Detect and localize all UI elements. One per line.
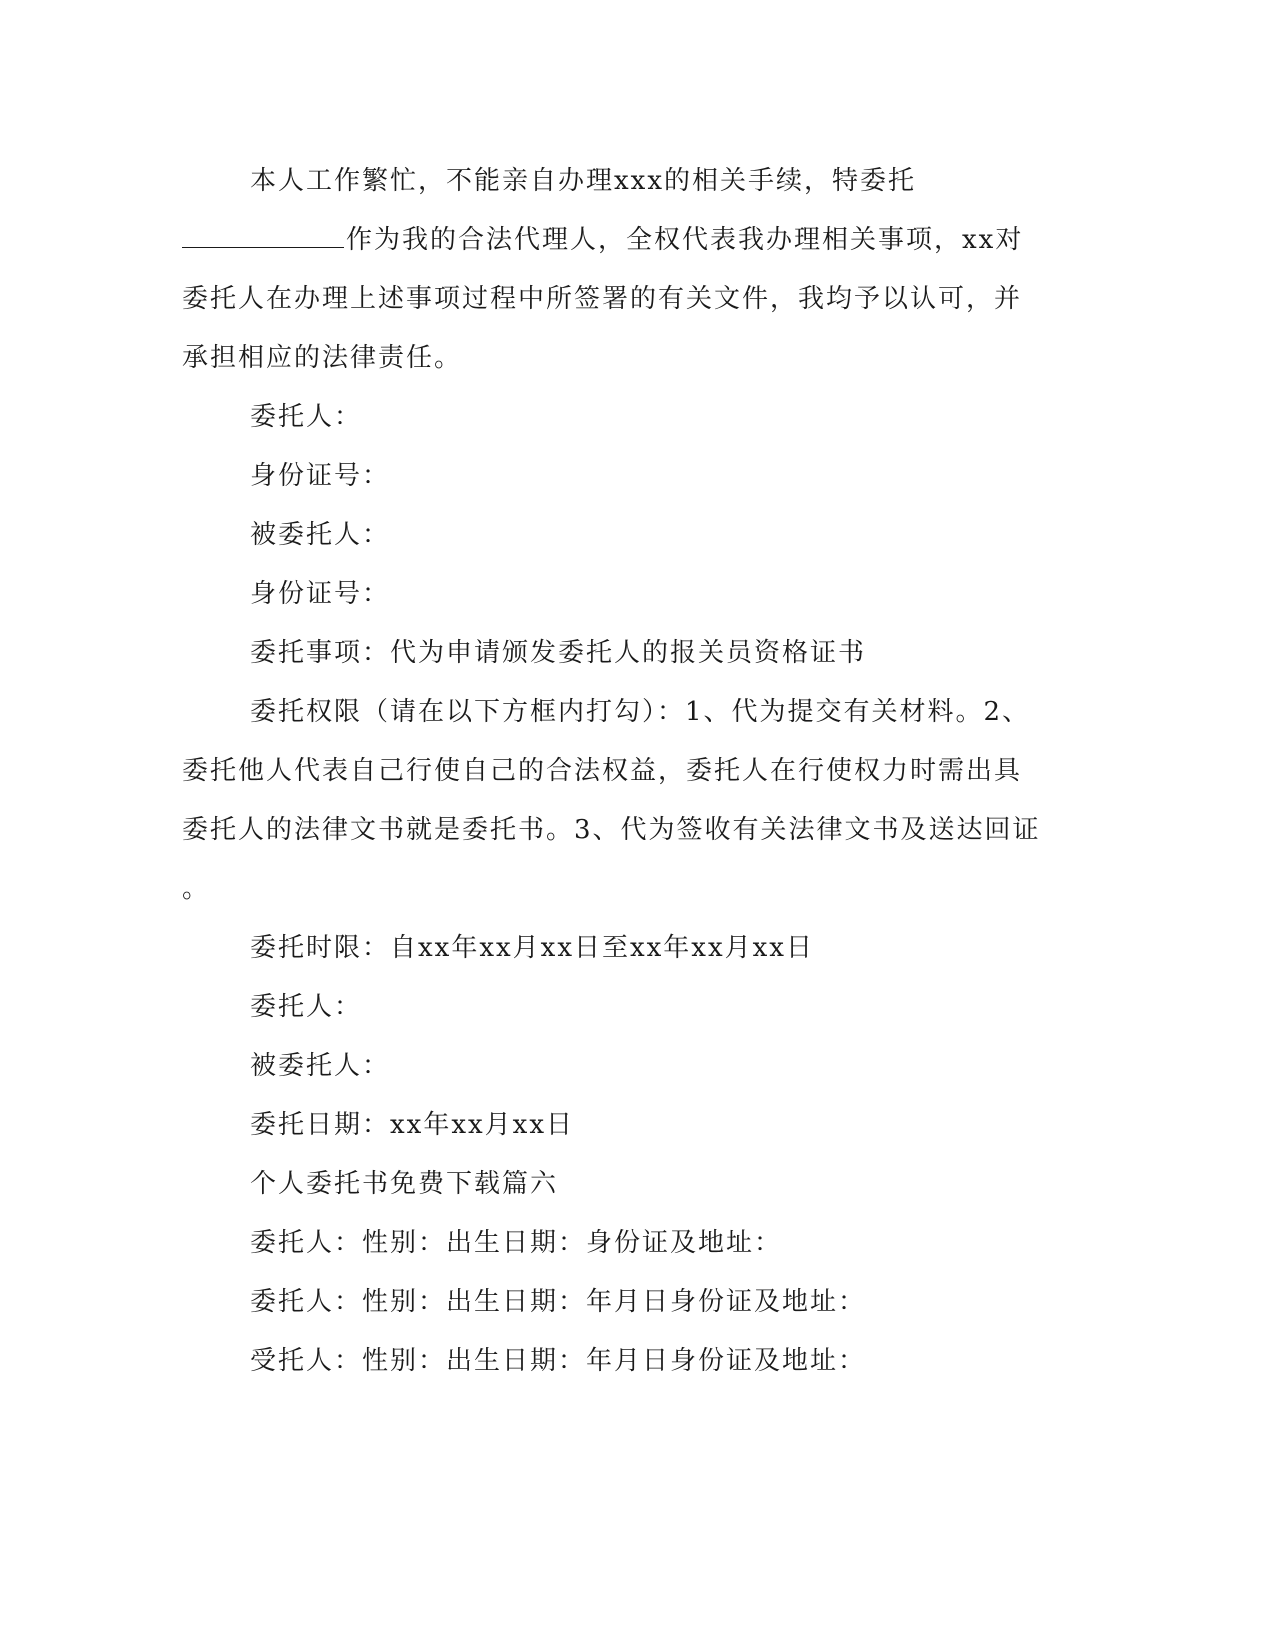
- authority-line: 。: [182, 874, 211, 904]
- authority-line: 委托人的法律文书就是委托书。3、代为签收有关法律文书及送达回证: [182, 815, 1041, 845]
- info-line: 委托人：性别：出生日期：身份证及地址：: [250, 1228, 783, 1258]
- authority-line: 委托权限（请在以下方框内打勾）：1、代为提交有关材料。2、: [250, 697, 1031, 727]
- client-id-label: 身份证号：: [250, 461, 391, 491]
- paragraph-line: 承担相应的法律责任。: [182, 343, 463, 373]
- info-line: 受托人：性别：出生日期：年月日身份证及地址：: [250, 1346, 867, 1376]
- period-line: 委托时限：自xx年xx月xx日至xx年xx月xx日: [250, 933, 814, 963]
- client-label: 委托人：: [250, 992, 363, 1022]
- date-line: 委托日期：xx年xx月xx日: [250, 1110, 574, 1140]
- agent-label: 被委托人：: [250, 1051, 391, 1081]
- paragraph-line-with-blank: [182, 224, 1023, 256]
- agent-id-label: 身份证号：: [250, 579, 391, 609]
- paragraph-line: 委托人在办理上述事项过程中所签署的有关文件，我均予以认可，并: [182, 284, 1023, 314]
- paragraph-line-text: 作为我的合法代理人，全权代表我办理相关事项，xx对: [346, 225, 1024, 255]
- paragraph-line: 本人工作繁忙，不能亲自办理xxx的相关手续，特委托: [250, 166, 916, 196]
- agent-label: 被委托人：: [250, 520, 391, 550]
- authority-line: 委托他人代表自己行使自己的合法权益，委托人在行使权力时需出具: [182, 756, 1023, 786]
- section-title: 个人委托书免费下载篇六: [250, 1169, 559, 1199]
- info-line: 委托人：性别：出生日期：年月日身份证及地址：: [250, 1287, 867, 1317]
- client-label: 委托人：: [250, 402, 363, 432]
- matter-line: 委托事项：代为申请颁发委托人的报关员资格证书: [250, 638, 867, 668]
- signature-blank: [182, 225, 344, 248]
